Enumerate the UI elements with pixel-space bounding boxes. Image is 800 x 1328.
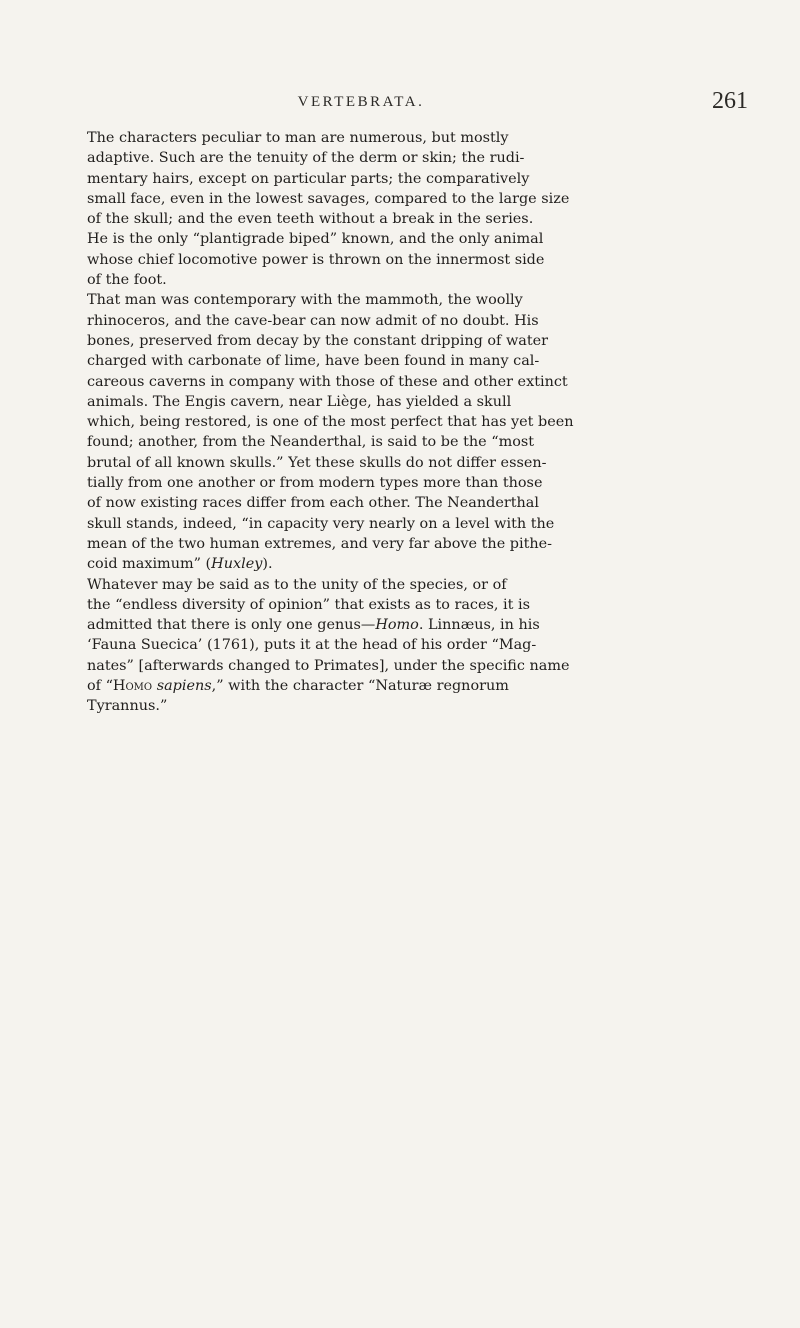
text-line [60, 635, 736, 655]
text-line [60, 351, 736, 371]
text-line [60, 148, 736, 168]
text-run: ‘Fauna Suecica’ (1761), puts it at the head of his order “Mag- [87, 637, 537, 654]
text-line [60, 169, 736, 189]
text-run: nates” [afterwards changed to Primates], under the specific name [87, 657, 570, 674]
text-run: Tyrannus.” [87, 698, 168, 715]
italic-text: Homo [375, 617, 419, 634]
text-run: rhinoceros, and the cave-bear can now admit of no doubt. His [87, 312, 539, 329]
text-line [60, 595, 736, 615]
text-line [60, 128, 736, 148]
text-line [60, 392, 736, 412]
text-run: small face, even in the lowest savages, compared to the large size [87, 190, 570, 207]
text-run: coid maximum” ( [87, 556, 212, 573]
text-run: . Linnæus, in his [418, 617, 540, 634]
text-run: careous caverns in company with those of these and other extinct [87, 373, 568, 390]
page-number: 261 [712, 88, 748, 114]
text-run: mean of the two human extremes, and very far above the pithe- [87, 535, 553, 552]
text-line [60, 615, 736, 635]
text-run: charged with carbonate of lime, have been found in many cal- [87, 353, 540, 370]
text-line [60, 412, 736, 432]
text-line [60, 331, 736, 351]
text-run: bones, preserved from decay by the constant dripping of water [87, 332, 549, 349]
text-run: the “endless diversity of opinion” that exists as to races, it is [87, 596, 530, 613]
text-run: ,” with the character “Naturæ regnorum [211, 678, 509, 695]
text-run: whose chief locomotive power is thrown on the innermost side [87, 251, 545, 268]
paragraph [60, 290, 736, 574]
text-run: admitted that there is only one genus— [87, 617, 376, 634]
text-line [60, 656, 736, 676]
text-run: Whatever may be said as to the unity of the species, or of [87, 576, 507, 593]
text-line [60, 372, 736, 392]
text-run: animals. The Engis cavern, near Liège, has yielded a skull [87, 393, 512, 410]
running-head-title: VERTEBRATA. [297, 94, 425, 110]
text-run: adaptive. Such are the tenuity of the derm or skin; the rudi- [87, 150, 525, 167]
text-run: That man was contemporary with the mammoth, the woolly [87, 292, 523, 309]
text-line [60, 311, 736, 331]
text-line [60, 473, 736, 493]
text-line [60, 229, 736, 249]
paragraph [60, 575, 736, 717]
text-line [60, 270, 736, 290]
text-run: mentary hairs, except on particular parts; the comparatively [87, 170, 530, 187]
text-run: of now existing races differ from each other. The Neanderthal [87, 495, 539, 512]
italic-text: sapiens [156, 678, 212, 695]
text-run: The characters peculiar to man are numerous, but mostly [87, 130, 509, 146]
text-run: of the foot. [87, 272, 167, 289]
text-run: tially from one another or from modern types more than those [87, 475, 543, 492]
italic-text: Huxley [211, 556, 263, 573]
text-line [60, 514, 736, 534]
small-caps-text: Homo [112, 678, 153, 695]
text-line [60, 453, 736, 473]
text-line [60, 250, 736, 270]
text-line [60, 209, 736, 229]
text-line [60, 676, 736, 696]
paragraph [60, 128, 736, 290]
text-line [60, 554, 736, 574]
text-line [60, 290, 736, 310]
text-line [60, 432, 736, 452]
text-run: skull stands, indeed, “in capacity very nearly on a level with the [87, 515, 555, 532]
text-line [60, 696, 736, 716]
text-line [60, 493, 736, 513]
text-run: found; another, from the Neanderthal, is said to be the “most [87, 434, 535, 451]
text-run: of “ [87, 678, 113, 695]
text-line [60, 189, 736, 209]
text-run: of the skull; and the even teeth without a break in the series. [87, 211, 534, 228]
text-run: brutal of all known skulls.” Yet these skulls do not differ essen- [87, 454, 547, 471]
running-head [0, 88, 800, 120]
text-run: ). [262, 556, 273, 573]
text-run: which, being restored, is one of the most perfect that has yet been [87, 414, 574, 431]
body-text [60, 128, 736, 717]
text-line [60, 575, 736, 595]
text-run: He is the only “plantigrade biped” known, and the only animal [87, 231, 544, 248]
text-line [60, 534, 736, 554]
